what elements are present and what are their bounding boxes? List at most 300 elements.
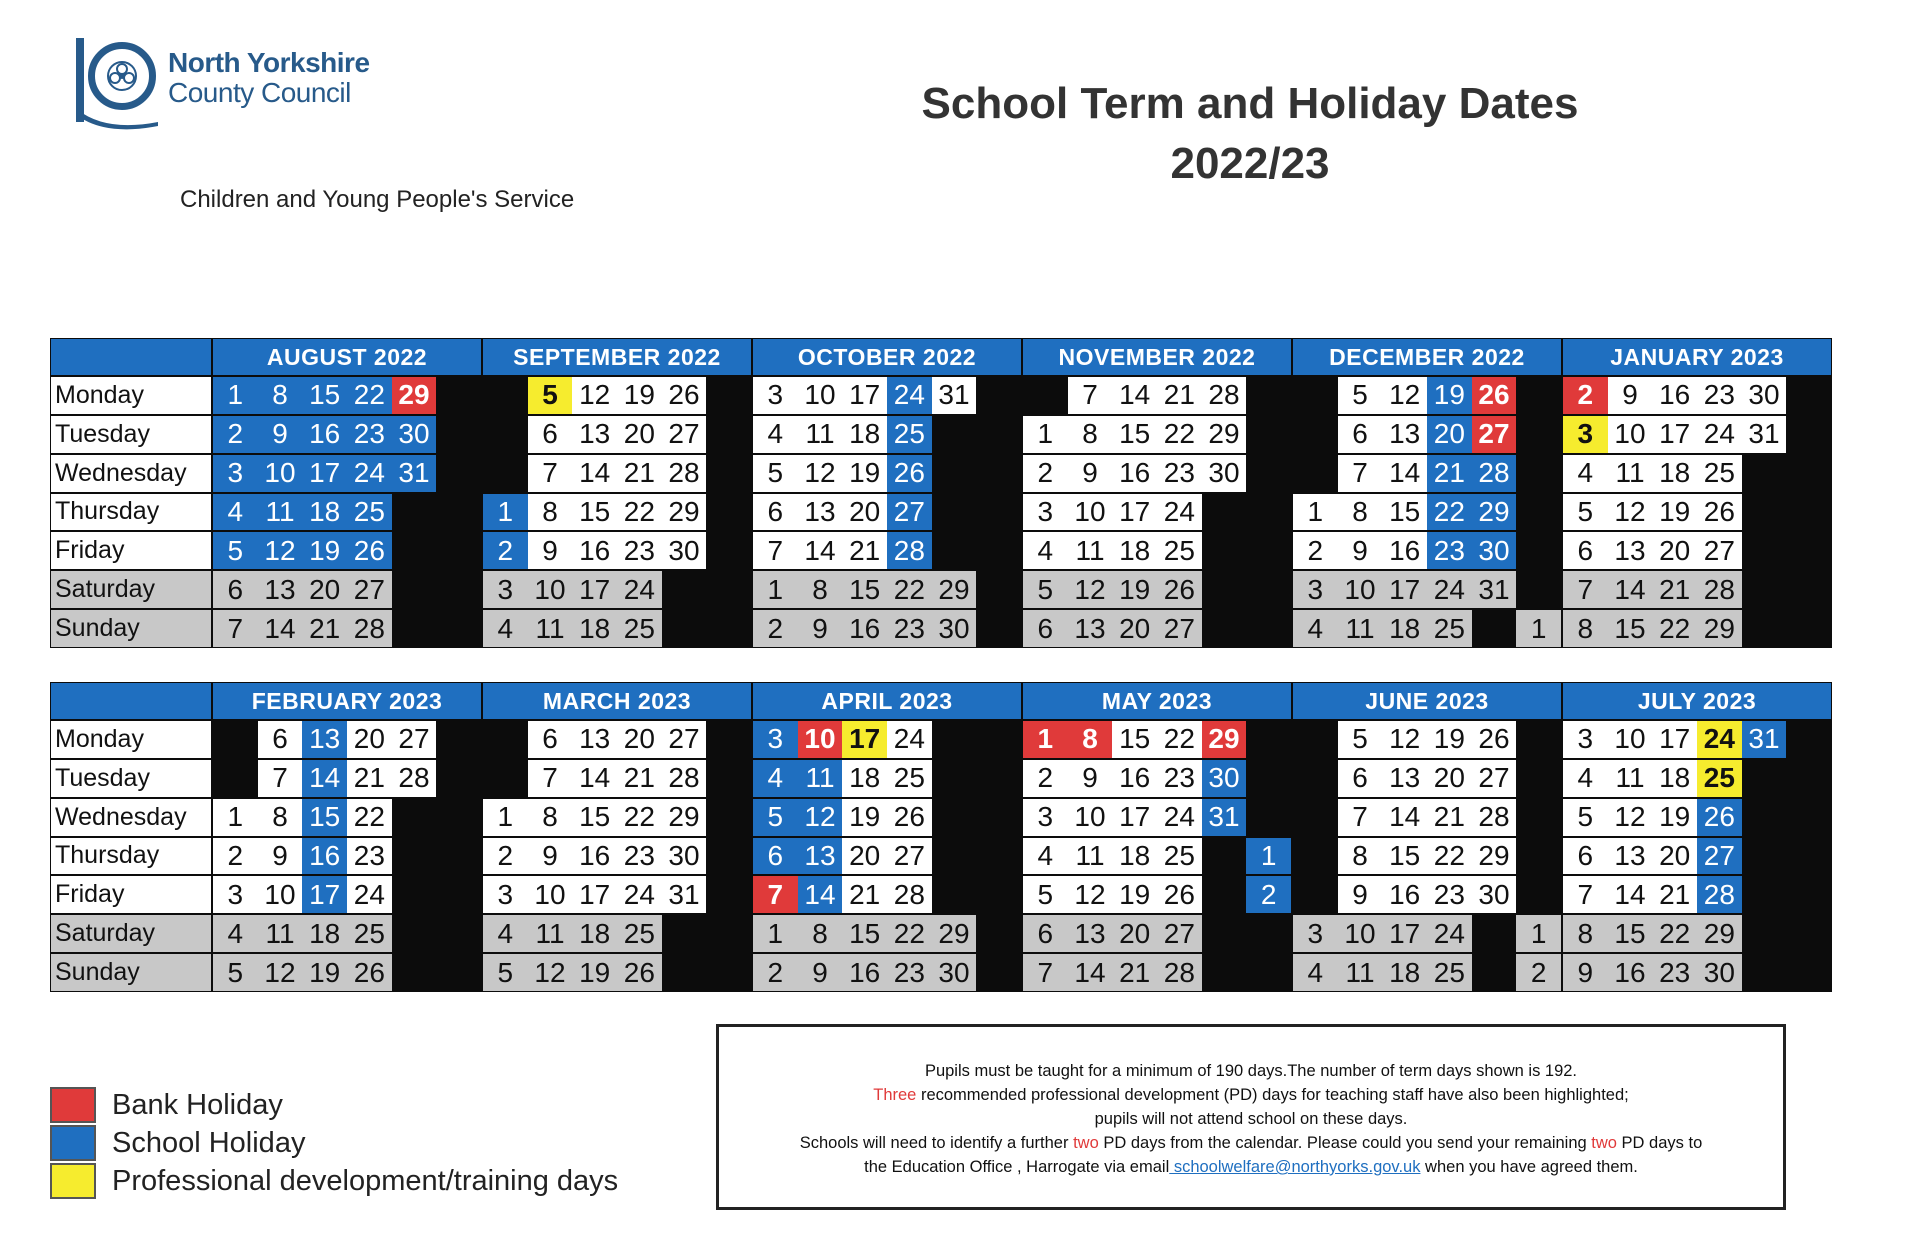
date-cell: 20 (1112, 610, 1157, 647)
empty-cell (932, 532, 977, 569)
date-cell: 13 (572, 416, 617, 453)
date-cell: 6 (1338, 416, 1383, 453)
date-cell: 8 (1068, 416, 1113, 453)
empty-cell (976, 532, 1021, 569)
date-cell: 28 (392, 760, 437, 797)
date-cell: 18 (572, 610, 617, 647)
date-cell: 4 (1293, 610, 1338, 647)
week-row (1023, 915, 1291, 952)
date-cell: 30 (932, 954, 977, 991)
date-cell: 10 (1338, 915, 1383, 952)
date-cell: 25 (1157, 532, 1202, 569)
notice-red-word: two (1073, 1134, 1099, 1152)
date-cell: 10 (1068, 799, 1113, 836)
date-cell: 11 (1068, 838, 1113, 875)
date-cell: 20 (1652, 532, 1697, 569)
empty-cell (1246, 377, 1291, 414)
date-cell: 17 (302, 876, 347, 913)
date-cell: 23 (617, 838, 662, 875)
empty-cell (932, 876, 977, 913)
date-cell: 2 (753, 610, 798, 647)
date-cell: 5 (528, 377, 573, 414)
date-cell: 5 (1023, 571, 1068, 608)
date-cell: 4 (753, 416, 798, 453)
week-row (1023, 455, 1291, 492)
week-row (1023, 760, 1291, 797)
date-cell: 27 (887, 838, 932, 875)
date-cell: 10 (258, 455, 303, 492)
calendar-grid-2 (51, 683, 1831, 991)
date-cell: 2 (483, 532, 528, 569)
date-cell: 7 (528, 455, 573, 492)
date-cell: 3 (483, 571, 528, 608)
empty-cell (1293, 377, 1338, 414)
date-cell: 28 (887, 532, 932, 569)
date-cell: 15 (842, 915, 887, 952)
date-cell: 1 (753, 915, 798, 952)
date-cell: 26 (1157, 876, 1202, 913)
week-row (483, 760, 751, 797)
empty-cell (976, 571, 1021, 608)
week-row (483, 915, 751, 952)
week-row (753, 455, 1021, 492)
date-cell: 18 (572, 915, 617, 952)
week-row (1563, 838, 1831, 875)
empty-cell (436, 721, 481, 758)
notice-line4 (719, 1131, 1783, 1155)
date-cell: 9 (1563, 954, 1608, 991)
date-cell: 23 (887, 610, 932, 647)
week-row (1293, 455, 1561, 492)
service-name: Children and Young People's Service (180, 186, 575, 213)
date-cell: 15 (572, 494, 617, 531)
date-cell: 21 (1652, 571, 1697, 608)
notice-text: when you have agreed them. (1420, 1158, 1638, 1176)
date-cell: 9 (1608, 377, 1653, 414)
empty-cell (392, 494, 437, 531)
date-cell: 13 (1068, 915, 1113, 952)
date-cell: 30 (1472, 876, 1517, 913)
empty-cell (1246, 610, 1291, 647)
empty-cell (1246, 799, 1291, 836)
date-cell: 29 (1202, 721, 1247, 758)
date-cell: 21 (617, 455, 662, 492)
date-cell: 27 (347, 571, 392, 608)
week-row (1293, 571, 1561, 608)
date-cell: 16 (1652, 377, 1697, 414)
date-cell: 5 (1023, 876, 1068, 913)
empty-cell (1516, 876, 1561, 913)
date-cell: 16 (572, 532, 617, 569)
notice-text: PD days from the calendar. Please could you send your remaining (1098, 1134, 1592, 1152)
empty-cell (1246, 416, 1291, 453)
date-cell: 10 (1068, 494, 1113, 531)
date-cell: 6 (1338, 760, 1383, 797)
week-row (483, 571, 751, 608)
date-cell: 31 (662, 876, 707, 913)
date-cell: 30 (392, 416, 437, 453)
date-cell: 11 (1068, 532, 1113, 569)
date-cell: 23 (347, 838, 392, 875)
month-header: MARCH 2023 (483, 683, 751, 719)
date-cell: 3 (753, 377, 798, 414)
date-cell: 21 (1112, 954, 1157, 991)
week-row (483, 494, 751, 531)
week-row (1293, 954, 1561, 991)
date-cell: 25 (1427, 610, 1472, 647)
empty-cell (1293, 838, 1338, 875)
date-cell: 1 (483, 494, 528, 531)
empty-cell (1786, 721, 1831, 758)
date-cell: 4 (213, 494, 258, 531)
date-cell: 14 (302, 760, 347, 797)
day-label: Sunday (51, 610, 211, 647)
week-row (1563, 416, 1831, 453)
empty-cell (1472, 954, 1517, 991)
date-cell: 19 (1427, 377, 1472, 414)
week-row (1293, 377, 1561, 414)
empty-cell (213, 721, 258, 758)
date-cell: 21 (1427, 799, 1472, 836)
date-cell: 27 (1472, 416, 1517, 453)
empty-cell (392, 838, 437, 875)
month-header: APRIL 2023 (753, 683, 1021, 719)
date-cell: 19 (1652, 799, 1697, 836)
date-cell: 14 (1112, 377, 1157, 414)
date-cell: 1 (1023, 721, 1068, 758)
empty-cell (1742, 610, 1787, 647)
empty-cell (1742, 494, 1787, 531)
empty-cell (1516, 571, 1561, 608)
day-label: Friday (51, 876, 211, 913)
date-cell: 21 (1157, 377, 1202, 414)
date-cell: 27 (1697, 838, 1742, 875)
date-cell: 4 (213, 915, 258, 952)
date-cell: 30 (662, 532, 707, 569)
date-cell: 20 (347, 721, 392, 758)
title-line2: 2022/23 (1170, 139, 1330, 188)
week-row (753, 610, 1021, 647)
date-cell: 23 (1427, 876, 1472, 913)
week-row (213, 455, 481, 492)
empty-cell (976, 494, 1021, 531)
empty-cell (436, 377, 481, 414)
week-row (213, 760, 481, 797)
empty-cell (1516, 532, 1561, 569)
date-cell: 9 (798, 954, 843, 991)
week-row (1563, 760, 1831, 797)
notice-text: recommended professional development (PD) days for teaching staff have also been highlighted; (916, 1086, 1629, 1104)
date-cell: 28 (1697, 876, 1742, 913)
week-row (1563, 532, 1831, 569)
week-row (483, 532, 751, 569)
date-cell: 2 (1293, 532, 1338, 569)
empty-cell (1742, 571, 1787, 608)
week-row (753, 838, 1021, 875)
date-cell: 29 (1697, 915, 1742, 952)
org-name-line2: County Council (168, 77, 351, 108)
week-row (1563, 455, 1831, 492)
date-cell: 4 (1023, 532, 1068, 569)
date-cell: 15 (572, 799, 617, 836)
date-cell: 18 (1382, 954, 1427, 991)
day-label: Saturday (51, 571, 211, 608)
date-cell: 2 (1023, 760, 1068, 797)
date-cell: 14 (572, 455, 617, 492)
empty-cell (483, 377, 528, 414)
empty-cell (1293, 455, 1338, 492)
week-row (483, 377, 751, 414)
week-row (213, 876, 481, 913)
date-cell: 4 (1023, 838, 1068, 875)
empty-cell (706, 838, 751, 875)
date-cell: 22 (347, 377, 392, 414)
date-cell: 15 (1382, 838, 1427, 875)
week-row (1563, 377, 1831, 414)
empty-cell (1786, 455, 1831, 492)
date-cell: 13 (258, 571, 303, 608)
date-cell: 1 (1516, 610, 1561, 647)
empty-cell (1516, 377, 1561, 414)
week-row (753, 876, 1021, 913)
empty-cell (976, 610, 1021, 647)
week-row (1293, 532, 1561, 569)
empty-cell (1742, 838, 1787, 875)
date-cell: 8 (528, 494, 573, 531)
date-cell: 27 (662, 721, 707, 758)
week-row (1023, 416, 1291, 453)
date-cell: 6 (213, 571, 258, 608)
empty-cell (1516, 799, 1561, 836)
date-cell: 19 (842, 455, 887, 492)
date-cell: 26 (887, 455, 932, 492)
date-cell: 2 (753, 954, 798, 991)
date-cell: 15 (302, 799, 347, 836)
notice-line5 (719, 1155, 1783, 1179)
empty-cell (706, 954, 751, 991)
date-cell: 10 (798, 721, 843, 758)
empty-cell (1293, 876, 1338, 913)
date-cell: 12 (258, 954, 303, 991)
date-cell: 6 (1023, 915, 1068, 952)
week-row (1563, 721, 1831, 758)
date-cell: 14 (1382, 455, 1427, 492)
date-cell: 1 (1516, 915, 1561, 952)
date-cell: 4 (1563, 455, 1608, 492)
date-cell: 9 (258, 416, 303, 453)
date-cell: 11 (1608, 455, 1653, 492)
date-cell: 25 (887, 416, 932, 453)
empty-cell (1202, 838, 1247, 875)
date-cell: 7 (1338, 455, 1383, 492)
date-cell: 30 (662, 838, 707, 875)
date-cell: 27 (662, 416, 707, 453)
date-cell: 25 (887, 760, 932, 797)
week-row (483, 416, 751, 453)
date-cell: 27 (392, 721, 437, 758)
empty-cell (436, 876, 481, 913)
empty-cell (1786, 494, 1831, 531)
date-cell: 9 (528, 838, 573, 875)
date-cell: 29 (1202, 416, 1247, 453)
page-title (840, 74, 1660, 194)
date-cell: 17 (1382, 915, 1427, 952)
date-cell: 4 (483, 915, 528, 952)
week-row (1293, 876, 1561, 913)
empty-cell (1246, 915, 1291, 952)
empty-cell (436, 532, 481, 569)
date-cell: 18 (1652, 760, 1697, 797)
date-cell: 12 (1608, 799, 1653, 836)
date-cell: 22 (1652, 915, 1697, 952)
date-cell: 4 (1293, 954, 1338, 991)
date-cell: 29 (662, 494, 707, 531)
date-cell: 8 (1068, 721, 1113, 758)
date-cell: 3 (1563, 416, 1608, 453)
date-cell: 18 (302, 494, 347, 531)
date-cell: 18 (1382, 610, 1427, 647)
date-cell: 22 (617, 494, 662, 531)
week-row (1563, 571, 1831, 608)
date-cell: 29 (662, 799, 707, 836)
date-cell: 16 (302, 416, 347, 453)
week-row (213, 494, 481, 531)
week-row (213, 915, 481, 952)
date-cell: 7 (753, 532, 798, 569)
legend (50, 1086, 618, 1200)
email-link[interactable]: schoolwelfare@northyorks.gov.uk (1169, 1158, 1421, 1176)
empty-cell (932, 494, 977, 531)
date-cell: 14 (798, 876, 843, 913)
week-row (753, 416, 1021, 453)
empty-cell (1786, 532, 1831, 569)
legend-swatch (50, 1125, 96, 1161)
empty-cell (706, 610, 751, 647)
date-cell: 12 (1608, 494, 1653, 531)
date-cell: 18 (842, 760, 887, 797)
empty-cell (976, 760, 1021, 797)
week-row (1293, 494, 1561, 531)
day-label: Monday (51, 377, 211, 414)
week-row (1563, 954, 1831, 991)
date-cell: 17 (1112, 494, 1157, 531)
day-label: Friday (51, 532, 211, 569)
date-cell: 10 (1338, 571, 1383, 608)
date-cell: 19 (1112, 876, 1157, 913)
date-cell: 11 (528, 610, 573, 647)
date-cell: 14 (1608, 571, 1653, 608)
empty-cell (1786, 915, 1831, 952)
day-label: Saturday (51, 915, 211, 952)
calendar-row-2 (50, 682, 1832, 992)
empty-cell (976, 799, 1021, 836)
empty-cell (392, 954, 437, 991)
date-cell: 12 (1068, 571, 1113, 608)
notice-line3: pupils will not attend school on these days. (1094, 1110, 1408, 1128)
date-cell: 21 (1427, 455, 1472, 492)
empty-cell (1742, 532, 1787, 569)
date-cell: 29 (932, 915, 977, 952)
date-cell: 18 (302, 915, 347, 952)
week-row (1293, 610, 1561, 647)
day-label: Tuesday (51, 760, 211, 797)
week-row (753, 721, 1021, 758)
empty-cell (1786, 377, 1831, 414)
day-label: Thursday (51, 838, 211, 875)
date-cell: 4 (483, 610, 528, 647)
week-row (1293, 799, 1561, 836)
date-cell: 1 (483, 799, 528, 836)
date-cell: 13 (1608, 838, 1653, 875)
date-cell: 9 (1068, 455, 1113, 492)
date-cell: 5 (483, 954, 528, 991)
date-cell: 1 (1023, 416, 1068, 453)
date-cell: 27 (887, 494, 932, 531)
empty-cell (1786, 876, 1831, 913)
date-cell: 26 (347, 532, 392, 569)
empty-cell (1293, 416, 1338, 453)
empty-cell (1786, 416, 1831, 453)
empty-cell (976, 377, 1021, 414)
date-cell: 2 (1516, 954, 1561, 991)
week-row (1023, 799, 1291, 836)
date-cell: 16 (572, 838, 617, 875)
date-cell: 4 (753, 760, 798, 797)
week-row (483, 876, 751, 913)
empty-cell (1293, 760, 1338, 797)
date-cell: 11 (798, 416, 843, 453)
empty-cell (706, 416, 751, 453)
date-cell: 20 (617, 416, 662, 453)
empty-cell (1202, 954, 1247, 991)
date-cell: 6 (1563, 838, 1608, 875)
date-cell: 10 (528, 571, 573, 608)
empty-cell (1786, 838, 1831, 875)
date-cell: 13 (1382, 760, 1427, 797)
month-header: JULY 2023 (1563, 683, 1831, 719)
empty-cell (436, 610, 481, 647)
empty-cell (1023, 377, 1068, 414)
date-cell: 26 (1157, 571, 1202, 608)
date-cell: 16 (842, 954, 887, 991)
date-cell: 3 (753, 721, 798, 758)
date-cell: 24 (1157, 799, 1202, 836)
date-cell: 16 (1112, 760, 1157, 797)
empty-cell (976, 455, 1021, 492)
month-header: JANUARY 2023 (1563, 339, 1831, 375)
date-cell: 22 (1427, 838, 1472, 875)
empty-cell (1202, 532, 1247, 569)
date-cell: 16 (1382, 532, 1427, 569)
date-cell: 27 (1472, 760, 1517, 797)
date-cell: 24 (887, 377, 932, 414)
empty-cell (1202, 571, 1247, 608)
date-cell: 18 (842, 416, 887, 453)
legend-swatch (50, 1163, 96, 1199)
empty-cell (1246, 760, 1291, 797)
date-cell: 22 (1652, 610, 1697, 647)
month-header: FEBRUARY 2023 (213, 683, 481, 719)
empty-cell (392, 532, 437, 569)
date-cell: 29 (932, 571, 977, 608)
month-header: AUGUST 2022 (213, 339, 481, 375)
empty-cell (706, 571, 751, 608)
date-cell: 6 (528, 721, 573, 758)
date-cell: 17 (1112, 799, 1157, 836)
legend-item-school-holiday (50, 1124, 618, 1162)
empty-cell (1246, 571, 1291, 608)
notice-text: the Education Office , Harrogate via email (864, 1158, 1170, 1176)
